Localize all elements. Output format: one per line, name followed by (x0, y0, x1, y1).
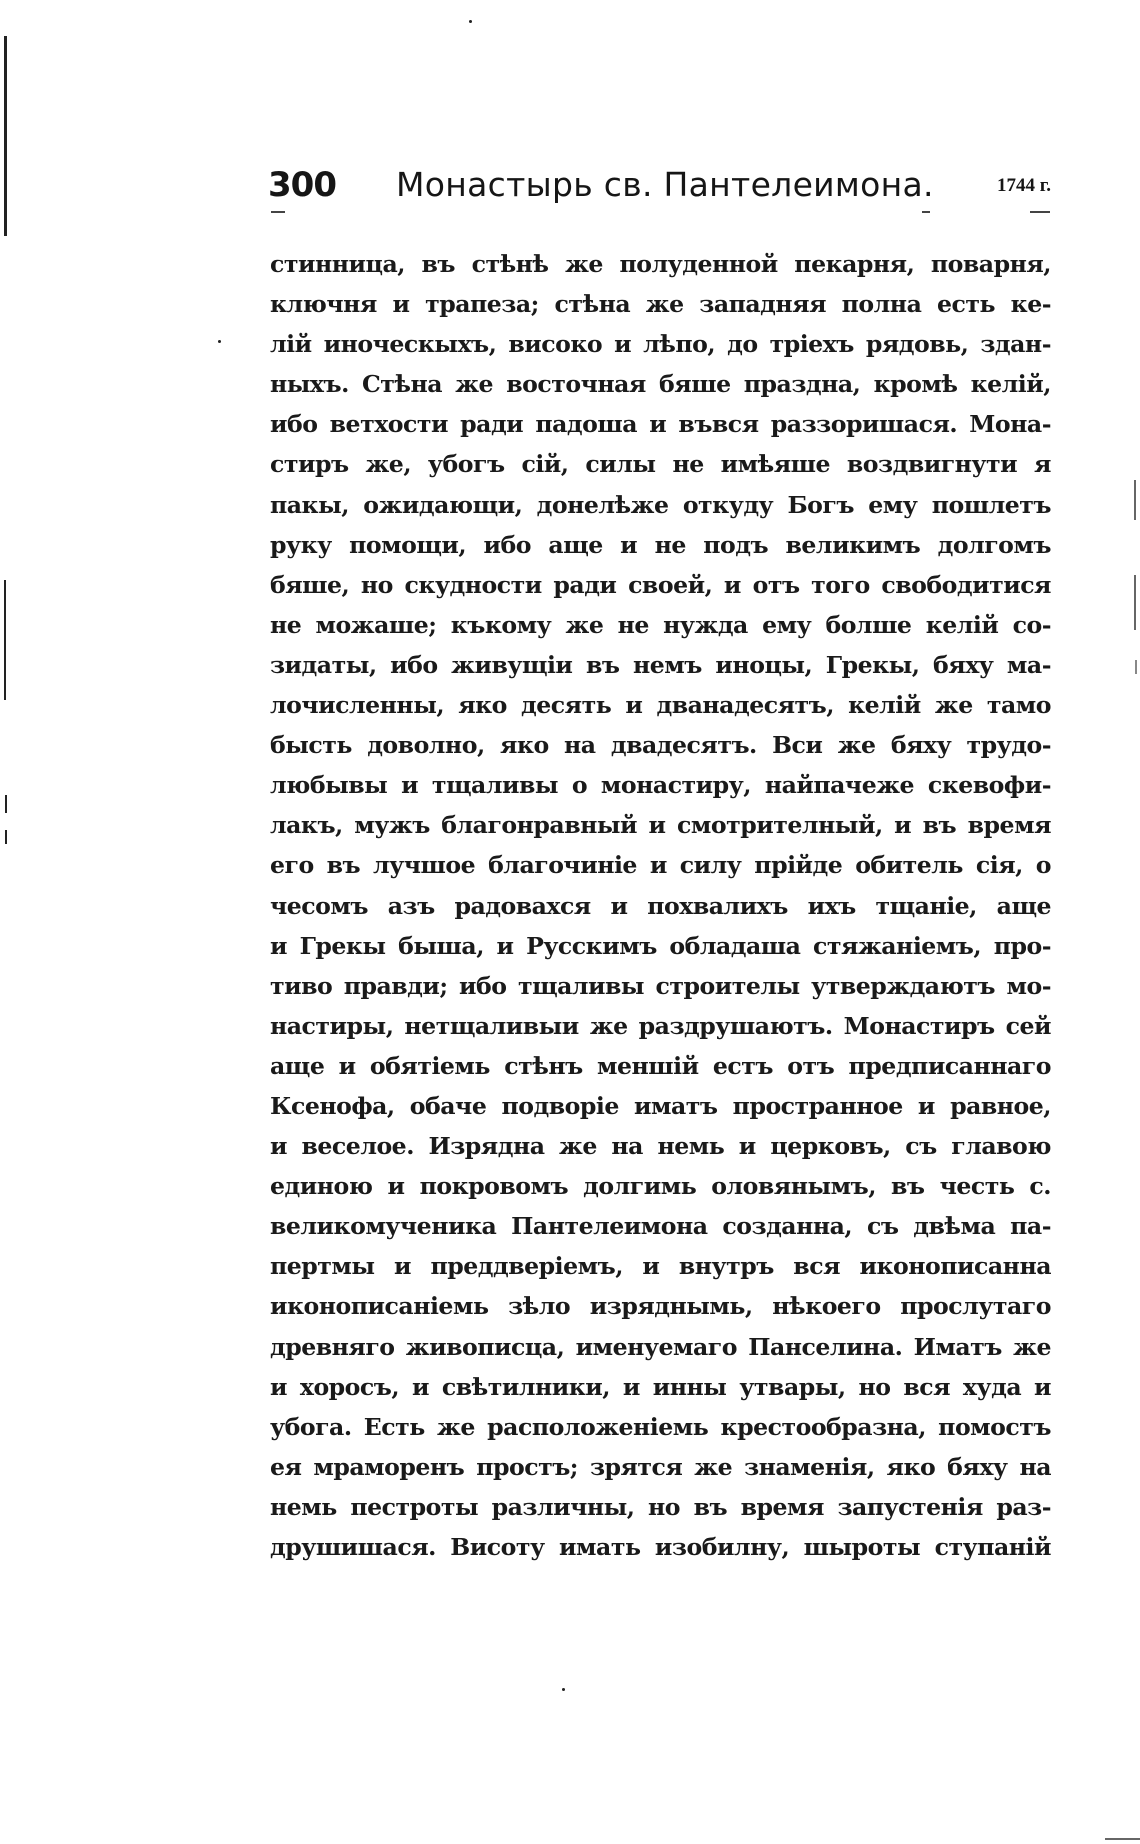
scan-speck-top (469, 20, 472, 23)
text-line: и Грекы быша, и Русскимъ обладаша стяжаніемъ, про- (270, 931, 1051, 960)
text-line: единою и покровомъ долгимь оловянымъ, въ честь с. (270, 1172, 1051, 1201)
header-rule-right (1030, 211, 1050, 213)
scan-edge-line-bottom-right (1105, 1838, 1140, 1840)
scan-edge-dash-left-2 (5, 830, 7, 844)
text-line: убога. Есть же расположеніемь крестообразна, помостъ (270, 1412, 1051, 1441)
scan-edge-mark-left-lower (4, 580, 6, 700)
scan-edge-mark-right-2 (1134, 575, 1136, 630)
text-line: бяше, но скудности ради своей, и отъ того свободитися (270, 570, 1051, 599)
scan-edge-mark-right (1134, 480, 1136, 520)
text-line: Ксенофа, обаче подворіе иматъ пространное и равное, (270, 1091, 1051, 1120)
scan-edge-dash-left (5, 795, 7, 813)
scan-speck-left (218, 340, 221, 343)
text-line: зидаты, ибо живущіи въ немъ иноцы, Грекы, бяху ма- (270, 650, 1051, 679)
text-line: его въ лучшое благочиніе и силу прійде обитель сія, о (270, 851, 1051, 880)
header-rule-mid (922, 211, 930, 213)
text-line: ибо ветхости ради падоша и въвся раззоришася. Мона- (270, 410, 1051, 439)
text-line: стиръ же, убогъ сій, силы не имѣяше воздвигнути я (270, 450, 1051, 479)
text-line: друшишася. Висоту имать изобилну, шыроты ступаній (270, 1533, 1051, 1561)
text-line: любывы и тщаливы о монастиру, найпачеже скевофи- (270, 771, 1051, 800)
page-number: 300 (268, 165, 336, 205)
text-line: и веселое. Изрядна же на немь и церковъ, съ главою (270, 1132, 1051, 1161)
scan-edge-mark-right-3 (1135, 660, 1137, 674)
text-line: стинница, въ стѣнѣ же полуденной пекарня, поварня, (270, 250, 1051, 278)
text-line: чесомъ азъ радовахся и похвалихъ ихъ тщаніе, аще (270, 891, 1051, 920)
text-line: не можаше; къкому же не нужда ему болше келій со- (270, 610, 1051, 639)
text-line: тиво правди; ибо тщаливы строителы утверждаютъ мо- (270, 971, 1051, 1000)
text-line: ключня и трапеза; стѣна же западняя полна есть ке- (270, 290, 1051, 319)
text-line: настиры, нетщаливыи же раздрушаютъ. Монастиръ сей (270, 1011, 1051, 1040)
text-line: и хоросъ, и свѣтилники, и инны утвары, но вся худа и (270, 1372, 1051, 1401)
text-line: иконописаніемь зѣло изряднымь, нѣкоего прослутаго (270, 1292, 1051, 1321)
text-line: бысть доволно, яко на двадесятъ. Вси же бяху трудо- (270, 731, 1051, 760)
year-marker: 1744 г. (997, 175, 1051, 196)
page-header (268, 163, 1051, 213)
text-line: немь пестроты различны, но въ время запустенія раз- (270, 1492, 1051, 1521)
text-line: аще и обятіемь стѣнъ меншій естъ отъ предписаннаго (270, 1051, 1051, 1080)
text-line: лакъ, мужъ благонравный и смотрителный, и въ время (270, 811, 1051, 840)
text-line: лочисленны, яко десять и дванадесятъ, келій же тамо (270, 691, 1051, 720)
text-line: древняго живописца, именуемаго Панселина. Иматъ же (270, 1332, 1051, 1361)
header-rule-left (271, 211, 285, 213)
scan-speck-bottom (562, 1688, 565, 1691)
text-line: ея мраморенъ простъ; зрятся же знаменія, яко бяху на (270, 1452, 1051, 1481)
text-line: пакы, ожидающи, донелѣже откуду Богъ ему пошлетъ (270, 490, 1051, 519)
text-line: руку помощи, ибо аще и не подъ великимъ долгомъ (270, 530, 1051, 559)
text-line: великомученика Пантелеимона созданна, съ двѣма па- (270, 1212, 1051, 1241)
running-title: Монастырь св. Пантелеимона. (396, 165, 934, 204)
body-text (270, 244, 1051, 1567)
scan-edge-mark-left (4, 36, 7, 236)
text-line: ныхъ. Стѣна же восточная бяше праздна, кромѣ келій, (270, 370, 1051, 399)
text-line: пертмы и преддверіемъ, и внутръ вся иконописанна (270, 1252, 1051, 1281)
text-line: лій иноческыхъ, високо и лѣпо, до тріехъ рядовь, здан- (270, 330, 1051, 359)
